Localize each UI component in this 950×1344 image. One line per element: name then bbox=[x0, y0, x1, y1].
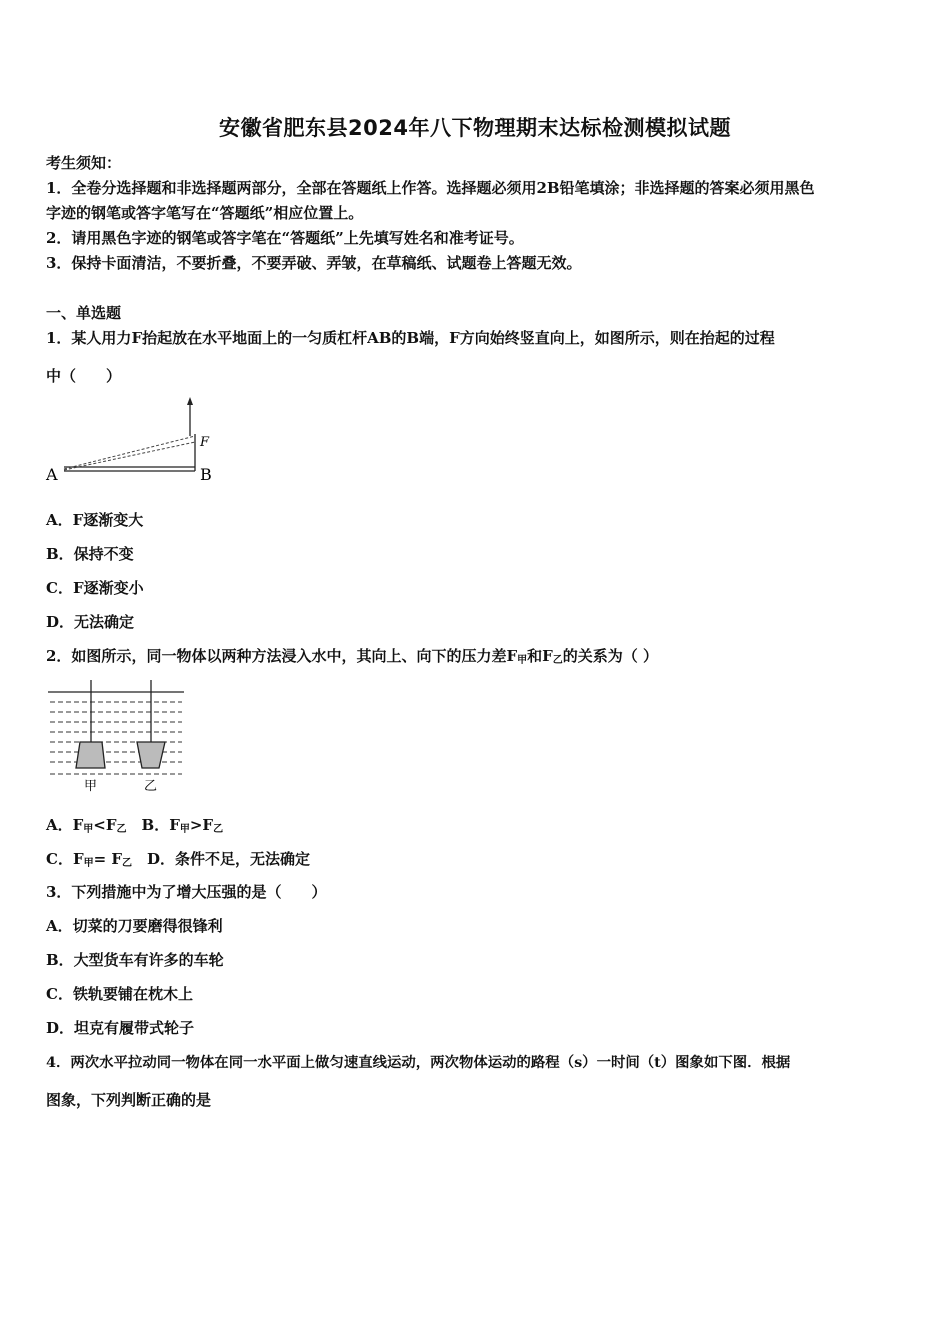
notice-item: 3．保持卡面清洁，不要折叠，不要弄破、弄皱，在草稿纸、试题卷上答题无效。 bbox=[46, 254, 582, 272]
q2-option-c: C．F bbox=[46, 850, 84, 868]
point-a-label: A bbox=[46, 465, 58, 484]
force-arrow-icon bbox=[187, 397, 193, 405]
q1-option-b: B．保持不变 bbox=[46, 545, 134, 563]
q2-stem bbox=[46, 646, 658, 671]
q4-stem-cont: 图象，下列判断正确的是 bbox=[46, 1091, 212, 1109]
q3-option-b: B．大型货车有许多的车轮 bbox=[46, 951, 224, 969]
lever-raised-dashed bbox=[64, 436, 195, 469]
lever-figure bbox=[40, 392, 230, 487]
section-heading: 一、单选题 bbox=[46, 304, 122, 322]
q1-option-c: C．F逐渐变小 bbox=[46, 579, 144, 597]
force-label: F bbox=[200, 435, 210, 450]
q1-stem: 1．某人用力F抬起放在水平地面上的一匀质杠杆AB的B端，F方向始终竖直向上，如图所示，则在抬起的过程 bbox=[46, 329, 775, 347]
q2-option-d: D．条件不足，无法确定 bbox=[132, 850, 311, 868]
subscript-yi: 乙 bbox=[552, 655, 563, 666]
q2-option-a: <F bbox=[93, 816, 117, 834]
q3-option-a: A．切菜的刀要磨得很锋利 bbox=[46, 917, 223, 935]
subscript-yi: 乙 bbox=[122, 858, 133, 869]
notice-item: 1．全卷分选择题和非选择题两部分，全部在答题纸上作答。选择题必须用2B铅笔填涂；非选择题的答案必须用黑色 bbox=[46, 179, 815, 197]
block-left bbox=[76, 742, 105, 768]
subscript-jia: 甲 bbox=[517, 655, 528, 666]
q2-option-a: A．F bbox=[46, 816, 84, 834]
notice-item: 字迹的钢笔或答字笔写在“答题纸”相应位置上。 bbox=[46, 204, 364, 222]
q2-options-row1 bbox=[46, 815, 223, 840]
q3-option-d: D．坦克有履带式轮子 bbox=[46, 1019, 195, 1037]
q1-option-a: A．F逐渐变大 bbox=[46, 511, 144, 529]
subscript-yi: 乙 bbox=[213, 824, 224, 835]
q1-option-d: D．无法确定 bbox=[46, 613, 135, 631]
q1-stem-cont: 中（ ） bbox=[46, 367, 122, 385]
q2-option-c: = F bbox=[93, 850, 123, 868]
label-jia: 甲 bbox=[84, 779, 98, 794]
subscript-jia: 甲 bbox=[83, 858, 94, 869]
q2-option-b: B．F bbox=[126, 816, 180, 834]
water-lines bbox=[50, 702, 182, 774]
block-right bbox=[137, 742, 165, 768]
label-yi: 乙 bbox=[144, 779, 158, 794]
point-b-label: B bbox=[200, 465, 212, 484]
notice-item: 2．请用黑色字迹的钢笔或答字笔在“答题纸”上先填写姓名和准考证号。 bbox=[46, 229, 524, 247]
lever-raised-dashed bbox=[64, 442, 195, 470]
subscript-yi: 乙 bbox=[116, 824, 127, 835]
q2-options-row2 bbox=[46, 849, 310, 874]
q2-stem-text: 和F bbox=[527, 647, 553, 665]
q2-option-b: >F bbox=[189, 816, 214, 834]
notice-heading: 考生须知： bbox=[46, 154, 122, 172]
q3-option-c: C．铁轨要铺在枕木上 bbox=[46, 985, 193, 1003]
subscript-jia: 甲 bbox=[83, 824, 94, 835]
subscript-jia: 甲 bbox=[179, 824, 190, 835]
immersion-figure bbox=[44, 678, 189, 796]
q2-stem-text: 2．如图所示，同一物体以两种方法浸入水中，其向上、向下的压力差F bbox=[46, 647, 518, 665]
q2-stem-text: 的关系为（ ） bbox=[562, 647, 658, 665]
page-title: 安徽省肥东县2024年八下物理期末达标检测模拟试题 bbox=[219, 116, 731, 140]
q3-stem: 3．下列措施中为了增大压强的是（ ） bbox=[46, 883, 327, 901]
q4-stem: 4．两次水平拉动同一物体在同一水平面上做匀速直线运动，两次物体运动的路程（s）一时间（t）图象如下图．根据 bbox=[46, 1054, 791, 1071]
